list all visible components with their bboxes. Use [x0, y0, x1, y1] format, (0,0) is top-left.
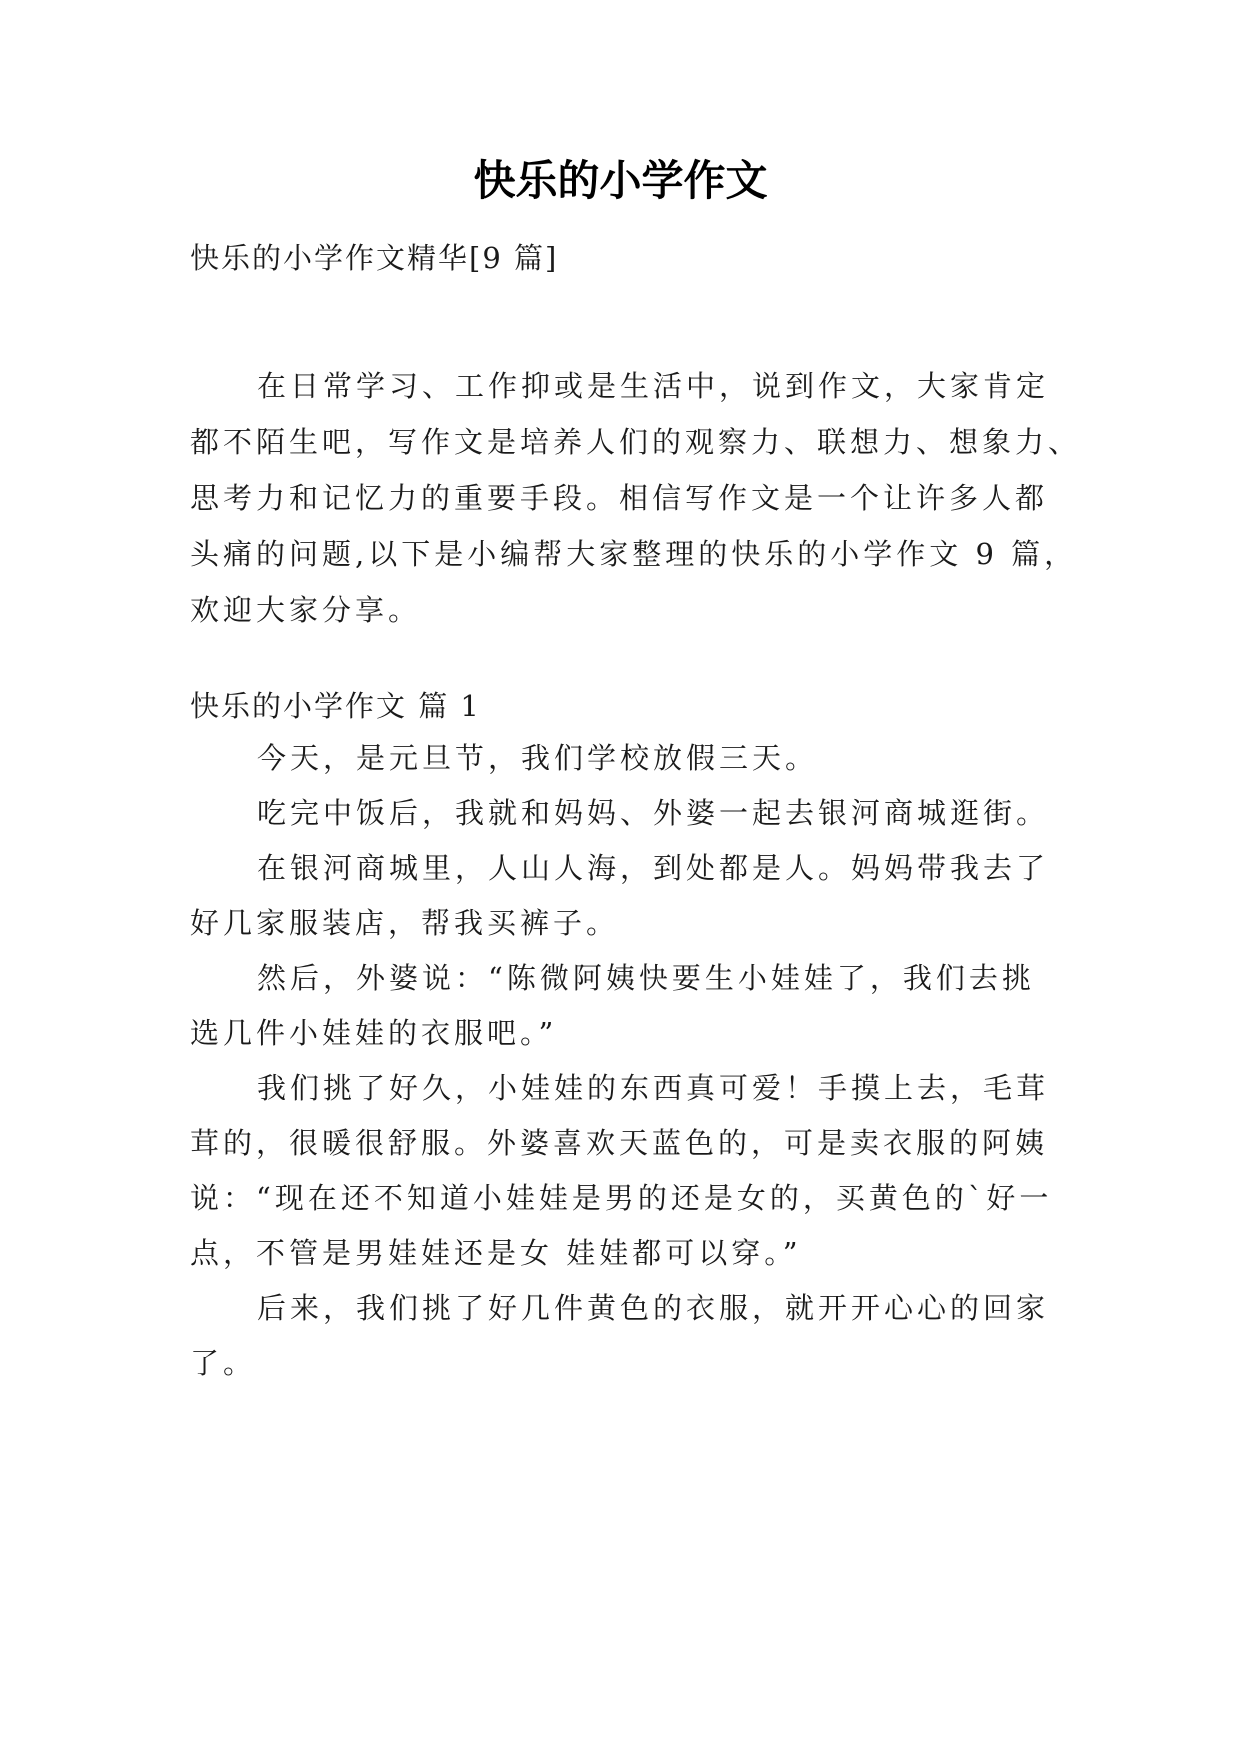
section-line: 后来，我们挑了好几件黄色的衣服，就开开心心的回家 — [257, 1291, 1050, 1325]
document-title: 快乐的小学作文 — [473, 156, 768, 205]
document-subtitle: 快乐的小学作文精华[9 篇] — [190, 241, 559, 275]
section-line: 了。 — [190, 1346, 257, 1380]
section-line: 吃完中饭后，我就和妈妈、外婆一起去银河商城逛街。 — [257, 796, 1050, 830]
section-line: 我们挑了好久，小娃娃的东西真可爱！手摸上去，毛茸 — [257, 1071, 1050, 1105]
section-heading: 快乐的小学作文 篇 1 — [190, 689, 481, 723]
section-line: 然后，外婆说：“陈微阿姨快要生小娃娃了，我们去挑 — [257, 961, 1035, 995]
intro-line: 思考力和记忆力的重要手段。相信写作文是一个让许多人都 — [190, 481, 1049, 515]
section-line: 说：“现在还不知道小娃娃是男的还是女的，买黄色的`好一 — [190, 1181, 1053, 1215]
section-line: 好几家服装店，帮我买裤子。 — [190, 906, 620, 940]
intro-line: 欢迎大家分享。 — [190, 593, 422, 627]
intro-line: 都不陌生吧，写作文是培养人们的观察力、联想力、想象力、 — [190, 425, 1082, 459]
intro-line: 头痛的问题,以下是小编帮大家整理的快乐的小学作文 9 篇， — [190, 537, 1078, 571]
section-line: 在银河商城里，人山人海，到处都是人。妈妈带我去了 — [257, 851, 1050, 885]
section-line: 点，不管是男娃娃还是女 娃娃都可以穿。” — [190, 1236, 802, 1270]
intro-line: 在日常学习、工作抑或是生活中，说到作文，大家肯定 — [257, 369, 1050, 403]
section-line: 选几件小娃娃的衣服吧。” — [190, 1016, 558, 1050]
section-line: 茸的，很暖很舒服。外婆喜欢天蓝色的，可是卖衣服的阿姨 — [190, 1126, 1049, 1160]
section-line: 今天，是元旦节，我们学校放假三天。 — [257, 741, 819, 775]
